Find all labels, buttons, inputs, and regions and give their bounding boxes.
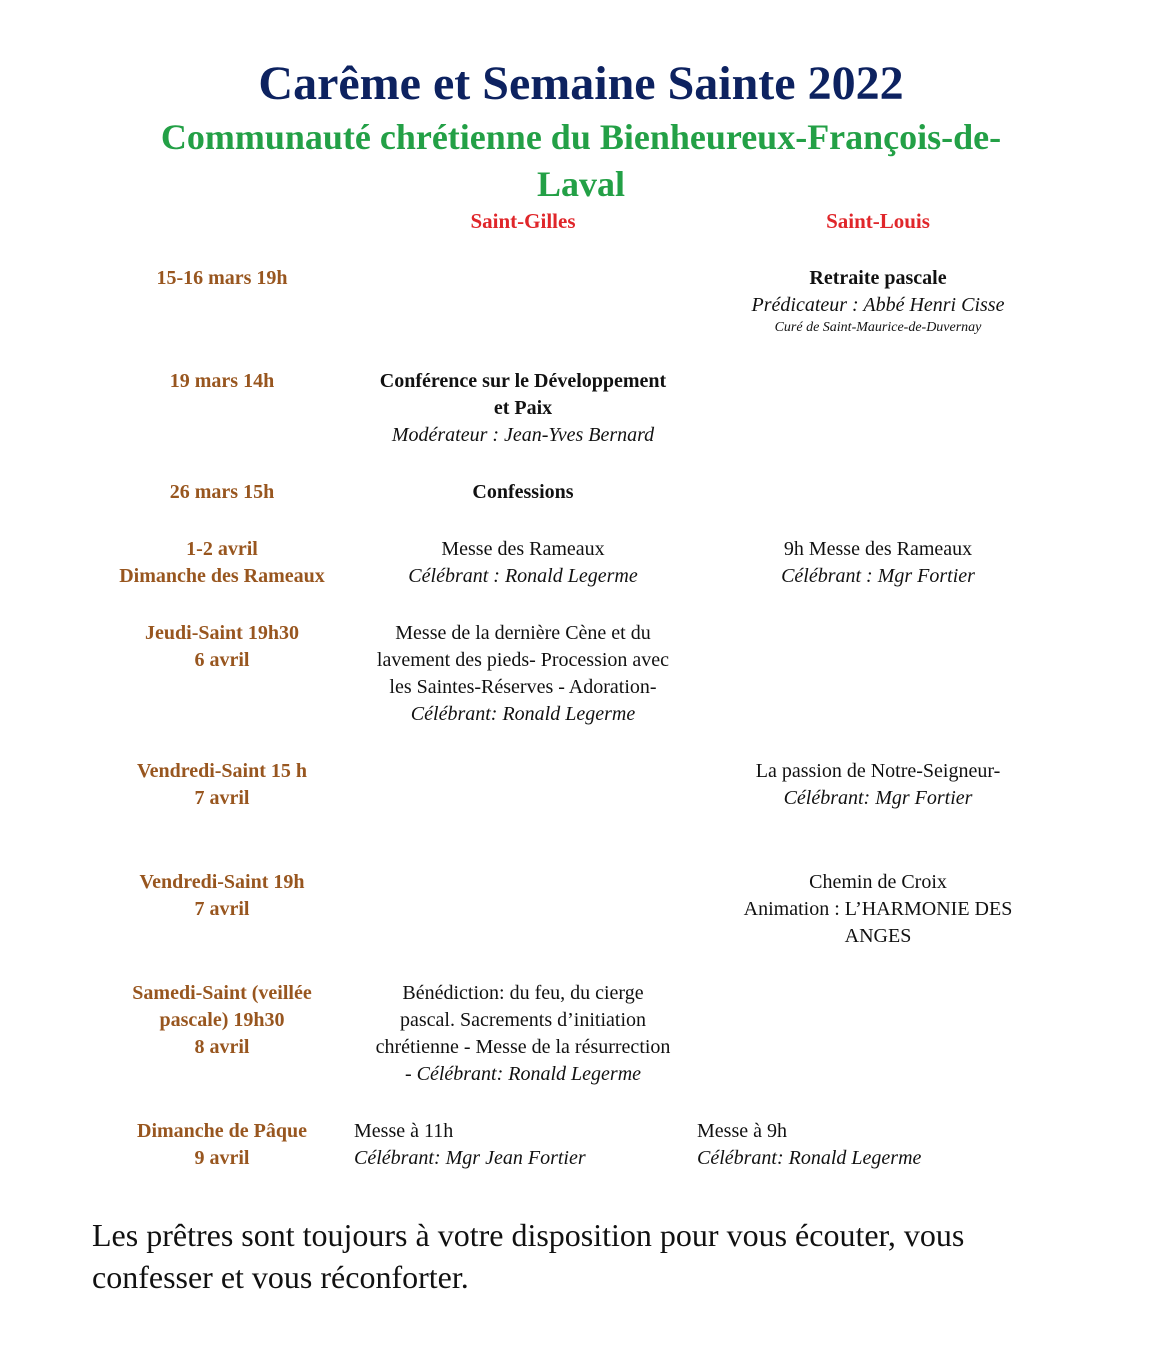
- event-preacher: Prédicateur : Abbé Henri Cisse: [751, 294, 1005, 316]
- saint-louis-cell: [708, 536, 1048, 590]
- row-date: [92, 368, 352, 395]
- column-header-saint-gilles: Saint-Gilles: [470, 209, 576, 233]
- saint-louis-cell: [697, 1118, 1037, 1172]
- event-title: Confessions: [472, 481, 574, 503]
- event-text-line: les Saintes-Réserves - Adoration-: [389, 676, 657, 698]
- event-celebrant-line: [352, 1061, 694, 1088]
- date-line: Jeudi-Saint 19h30: [145, 622, 299, 644]
- footer-note: Les prêtres sont toujours à votre disposition pour vous écouter, vous confesser et vous réconforter.: [92, 1217, 965, 1295]
- date-line: Dimanche des Rameaux: [119, 565, 325, 587]
- event-title-line: Conférence sur le Développement: [379, 370, 667, 392]
- row-date: [92, 758, 352, 812]
- event-title-line: et Paix: [493, 397, 553, 419]
- date-line: 7 avril: [194, 898, 250, 920]
- event-title: Retraite pascale: [809, 267, 947, 289]
- date-line: 6 avril: [194, 649, 250, 671]
- event-title: 9h Messe des Rameaux: [783, 538, 973, 560]
- saint-gilles-cell: [352, 479, 694, 506]
- date-line: 9 avril: [194, 1147, 250, 1169]
- date-line: 19 mars 14h: [169, 370, 275, 392]
- saint-louis-cell: [708, 869, 1048, 950]
- event-celebrant: Célébrant: Ronald Legerme: [416, 1063, 642, 1085]
- row-date: [92, 620, 352, 674]
- page-title: Carême et Semaine Sainte 2022: [258, 57, 904, 110]
- event-text-line: ANGES: [844, 925, 912, 947]
- event-celebrant: Célébrant: Ronald Legerme: [410, 703, 636, 725]
- row-date: [92, 536, 352, 590]
- event-text-line: chrétienne - Messe de la résurrection: [375, 1036, 671, 1058]
- event-text-line: Chemin de Croix: [809, 871, 947, 893]
- date-line: 26 mars 15h: [169, 481, 275, 503]
- event-title: Messe à 9h: [697, 1120, 787, 1142]
- date-line: 7 avril: [194, 787, 250, 809]
- event-celebrant: Célébrant: Ronald Legerme: [697, 1147, 922, 1169]
- date-line: Samedi-Saint (veillée: [132, 982, 312, 1004]
- event-title: Messe à 11h: [354, 1120, 454, 1142]
- page-subtitle: [120, 114, 1042, 208]
- event-text-line: Messe de la dernière Cène et du: [395, 622, 651, 644]
- row-date: [92, 1118, 352, 1172]
- saint-louis-cell: [708, 758, 1048, 812]
- saint-gilles-cell: [352, 368, 694, 449]
- subtitle-line-1: Communauté chrétienne du Bienheureux-François-de-: [160, 117, 1002, 157]
- event-moderator: Modérateur : Jean-Yves Bernard: [391, 424, 655, 446]
- date-line: Dimanche de Pâque: [137, 1120, 307, 1142]
- event-text-line: lavement des pieds- Procession avec: [376, 649, 670, 671]
- event-note: Curé de Saint-Maurice-de-Duvernay: [774, 320, 982, 335]
- event-title: La passion de Notre-Seigneur-: [755, 760, 1001, 782]
- event-celebrant: Célébrant : Ronald Legerme: [408, 565, 638, 587]
- column-header-saint-louis: Saint-Louis: [826, 209, 930, 233]
- event-celebrant: Célébrant : Mgr Fortier: [781, 565, 975, 587]
- date-line: 1-2 avril: [186, 538, 258, 560]
- event-text-line: Animation : L’HARMONIE DES: [743, 898, 1013, 920]
- subtitle-line-2: Laval: [536, 164, 625, 204]
- event-celebrant: Célébrant: Mgr Fortier: [783, 787, 973, 809]
- date-line: 8 avril: [194, 1036, 250, 1058]
- date-line: Vendredi-Saint 15 h: [136, 760, 308, 782]
- event-title: Messe des Rameaux: [441, 538, 605, 560]
- saint-gilles-cell: [352, 980, 694, 1088]
- saint-gilles-cell: [352, 620, 694, 728]
- event-text-line: pascal. Sacrements d’initiation: [399, 1009, 647, 1031]
- row-date: [92, 980, 352, 1061]
- row-date: [92, 869, 352, 923]
- saint-gilles-cell: [354, 1118, 696, 1172]
- saint-gilles-cell: [352, 536, 694, 590]
- event-celebrant: Célébrant: Mgr Jean Fortier: [354, 1147, 586, 1169]
- date-line: Vendredi-Saint 19h: [139, 871, 305, 893]
- date-line: 15-16 mars 19h: [156, 267, 288, 289]
- dash-prefix: -: [404, 1063, 417, 1085]
- row-date: [92, 479, 352, 506]
- date-line: pascale) 19h30: [159, 1009, 285, 1031]
- saint-louis-cell: [708, 265, 1048, 337]
- row-date: [92, 265, 352, 292]
- event-text-line: Bénédiction: du feu, du cierge: [402, 982, 644, 1004]
